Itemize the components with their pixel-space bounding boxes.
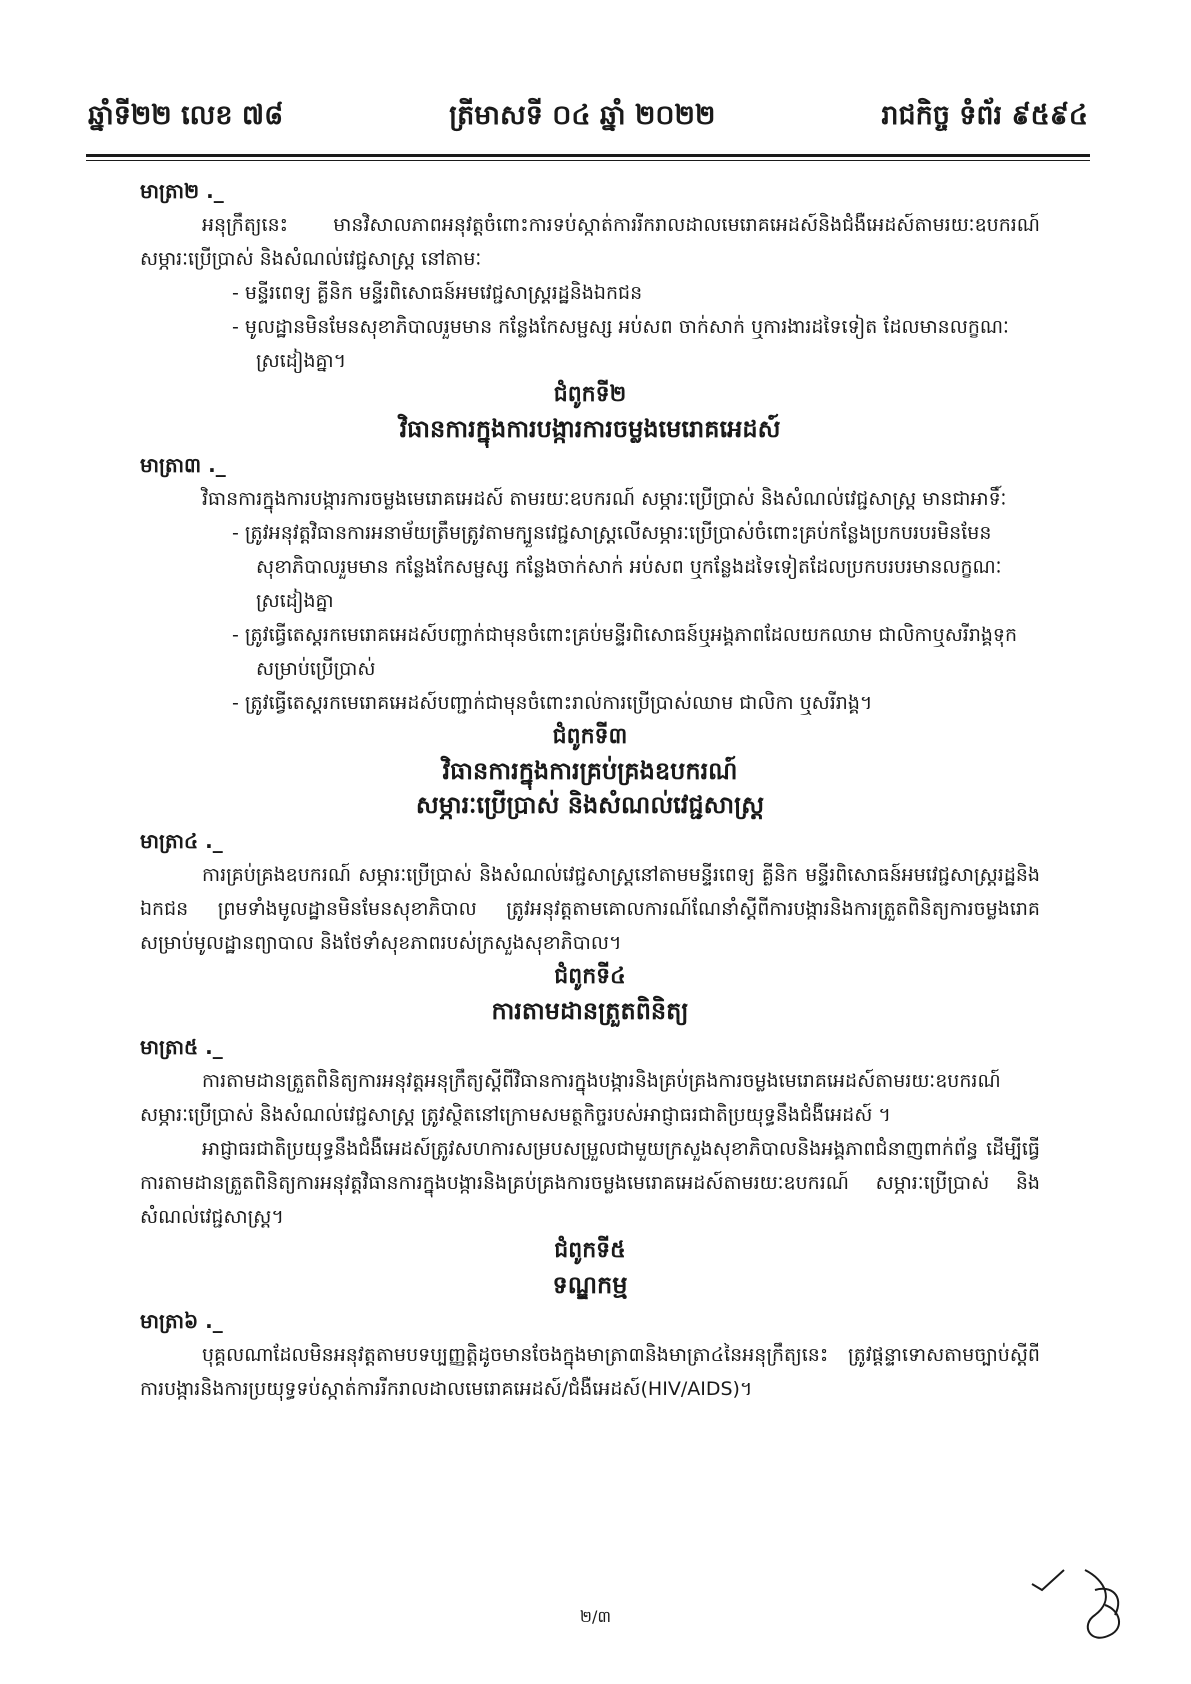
article-5-paragraph-1: ការតាមដានត្រួតពិនិត្យការអនុវត្តអនុក្រឹត្យស្តីពីវិធានការក្នុងបង្ការនិងគ្រប់គ្រងការចម្លងមេរោគអេដស៍តាមរយៈឧបករណ៍ សម្ភារៈប្រើប្រាស់ និងសំណល់វេជ្ជសាស្ត្រ ត្រូវស្ថិតនៅក្រោមសមត្ថកិច្ចរបស់អាជ្ញាធរជាតិប្រយុទ្ធនឹងជំងឺអេដស៍ ។ <box>140 1070 1001 1126</box>
chapter-3-label: ជំពូកទី៣ <box>552 724 628 749</box>
chapter-5-label: ជំពូកទី៥ <box>554 1238 626 1263</box>
article-3-title: មាត្រា៣ ._ <box>140 453 226 477</box>
article-3-bullet-2: - ត្រូវធ្វើតេស្តរកមេរោគអេដស៍បញ្ជាក់ជាមុនចំពោះគ្រប់មន្ទីរពិសោធន៍ឬអង្គភាពដែលយកឈាម ជាលិកាឬសរីរាង្គទុកសម្រាប់ប្រើប្រាស់ <box>232 624 1018 680</box>
document-body <box>140 172 1040 1406</box>
article-4-title: មាត្រា៤ ._ <box>140 829 223 853</box>
header-quarter: ត្រីមាសទី ០៤ ឆ្នាំ ២០២២ <box>449 99 716 131</box>
article-4-paragraph: ការគ្រប់គ្រងឧបករណ៍ សម្ភារៈប្រើប្រាស់ និងសំណល់វេជ្ជសាស្ត្រនៅតាមមន្ទីរពេទ្យ គ្លីនិក មន្ទីរពិសោធន៍អមវេជ្ជសាស្ត្ររដ្ឋនិងឯកជន ព្រមទាំងមូលដ្ឋានមិនមែនសុខាភិបាល ត្រូវអនុវត្តតាមគោលការណ៍ណែនាំស្តីពីការបង្ការនិងការត្រួតពិនិត្យការចម្លងរោគសម្រាប់មូលដ្ឋានព្យាបាល និងថែទាំសុខភាពរបស់ក្រសួងសុខាភិបាល។ <box>140 864 1040 954</box>
article-5-paragraph-2: អាជ្ញាធរជាតិប្រយុទ្ធនឹងជំងឺអេដស៍ត្រូវសហការសម្របសម្រួលជាមួយក្រសួងសុខាភិបាលនិងអង្គភាពជំនាញពាក់ព័ន្ធ ដើម្បីធ្វើការតាមដានត្រួតពិនិត្យការអនុវត្តវិធានការក្នុងបង្ការនិងគ្រប់គ្រងការចម្លងមេរោគអេដស៍តាមរយៈឧបករណ៍ សម្ភារៈប្រើប្រាស់ និងសំណល់វេជ្ជសាស្ត្រ។ <box>140 1138 1040 1228</box>
article-2-title: មាត្រា២ ._ <box>140 179 224 203</box>
chapter-4-label: ជំពូកទី៤ <box>554 964 626 989</box>
article-2-bullet-2: - មូលដ្ឋានមិនមែនសុខាភិបាលរួមមាន កន្លែងកែសម្ផស្ស អប់សព ចាក់សាក់ ឬការងារដទៃទៀត ដែលមានលក្ខណៈស្រដៀងគ្នា។ <box>232 316 1009 372</box>
header-issue: ឆ្នាំទី២២ លេខ ៧៨ <box>88 99 284 131</box>
chapter-2-label: ជំពូកទី២ <box>553 382 627 407</box>
initial-mark-icon <box>1030 1566 1066 1596</box>
header-page: រាជកិច្ច ទំព័រ ៩៥៩៤ <box>881 99 1088 131</box>
article-2-bullet-1: - មន្ទីរពេទ្យ គ្លីនិក មន្ទីរពិសោធន៍អមវេជ្ជសាស្ត្ររដ្ឋនិងឯកជន <box>232 282 643 304</box>
signature-icon <box>1075 1560 1135 1650</box>
article-6-paragraph: បុគ្គលណាដែលមិនអនុវត្តតាមបទប្បញ្ញត្តិដូចមានចែងក្នុងមាត្រា៣និងមាត្រា៤នៃអនុក្រឹត្យនេះ ត្រូវផ្តន្ទាទោសតាមច្បាប់ស្តីពីការបង្ការនិងការប្រយុទ្ធទប់ស្កាត់ការរីករាលដាលមេរោគអេដស៍/ជំងឺអេដស៍(HIV/AIDS)។ <box>140 1344 1040 1400</box>
header-rule <box>86 154 1090 157</box>
chapter-2-title: វិធានការក្នុងការបង្ការការចម្លងមេរោគអេដស៍ <box>399 415 781 443</box>
article-3-paragraph: វិធានការក្នុងការបង្ការការចម្លងមេរោគអេដស៍ តាមរយៈឧបករណ៍ សម្ភារៈប្រើប្រាស់ និងសំណល់វេជ្ជសាស្ត្រ មានជាអាទិ៍ៈ <box>202 488 1007 510</box>
page-number: ២/៣ <box>579 1607 612 1626</box>
article-2-paragraph: អនុក្រឹត្យនេះ មានវិសាលភាពអនុវត្តចំពោះការទប់ស្កាត់ការរីករាលដាលមេរោគអេដស៍និងជំងឺអេដស៍តាមរយៈឧបករណ៍ សម្ភារៈប្រើប្រាស់ និងសំណល់វេជ្ជសាស្ត្រ នៅតាមៈ <box>140 214 1040 270</box>
gazette-header <box>88 88 1088 148</box>
article-3-bullet-1: - ត្រូវអនុវត្តវិធានការអនាម័យត្រឹមត្រូវតាមក្បួនវេជ្ជសាស្ត្រលើសម្ភារៈប្រើប្រាស់ចំពោះគ្រប់កន្លែងប្រកបរបរមិនមែនសុខាភិបាលរួមមាន កន្លែងកែសម្ផស្ស កន្លែងចាក់សាក់ អប់សព ឬកន្លែងដទៃទៀតដែលប្រកបរបរមានលក្ខណៈស្រដៀងគ្នា <box>232 522 1002 612</box>
article-6-title: មាត្រា៦ ._ <box>140 1309 223 1333</box>
chapter-3-title-line-1: វិធានការក្នុងការគ្រប់គ្រងឧបករណ៍ <box>442 757 738 785</box>
header-rule-thin <box>86 160 1090 161</box>
chapter-3-title-line-2: សម្ភារៈប្រើប្រាស់ និងសំណល់វេជ្ជសាស្ត្រ <box>415 791 765 819</box>
article-3-bullet-3: - ត្រូវធ្វើតេស្តរកមេរោគអេដស៍បញ្ជាក់ជាមុនចំពោះរាល់ការប្រើប្រាស់ឈាម ជាលិកា ឬសរីរាង្គ។ <box>232 692 873 714</box>
chapter-5-title: ទណ្ឌកម្ម <box>552 1271 628 1299</box>
article-5-title: មាត្រា៥ ._ <box>140 1035 223 1059</box>
chapter-4-title: ការតាមដានត្រួតពិនិត្យ <box>491 997 689 1025</box>
